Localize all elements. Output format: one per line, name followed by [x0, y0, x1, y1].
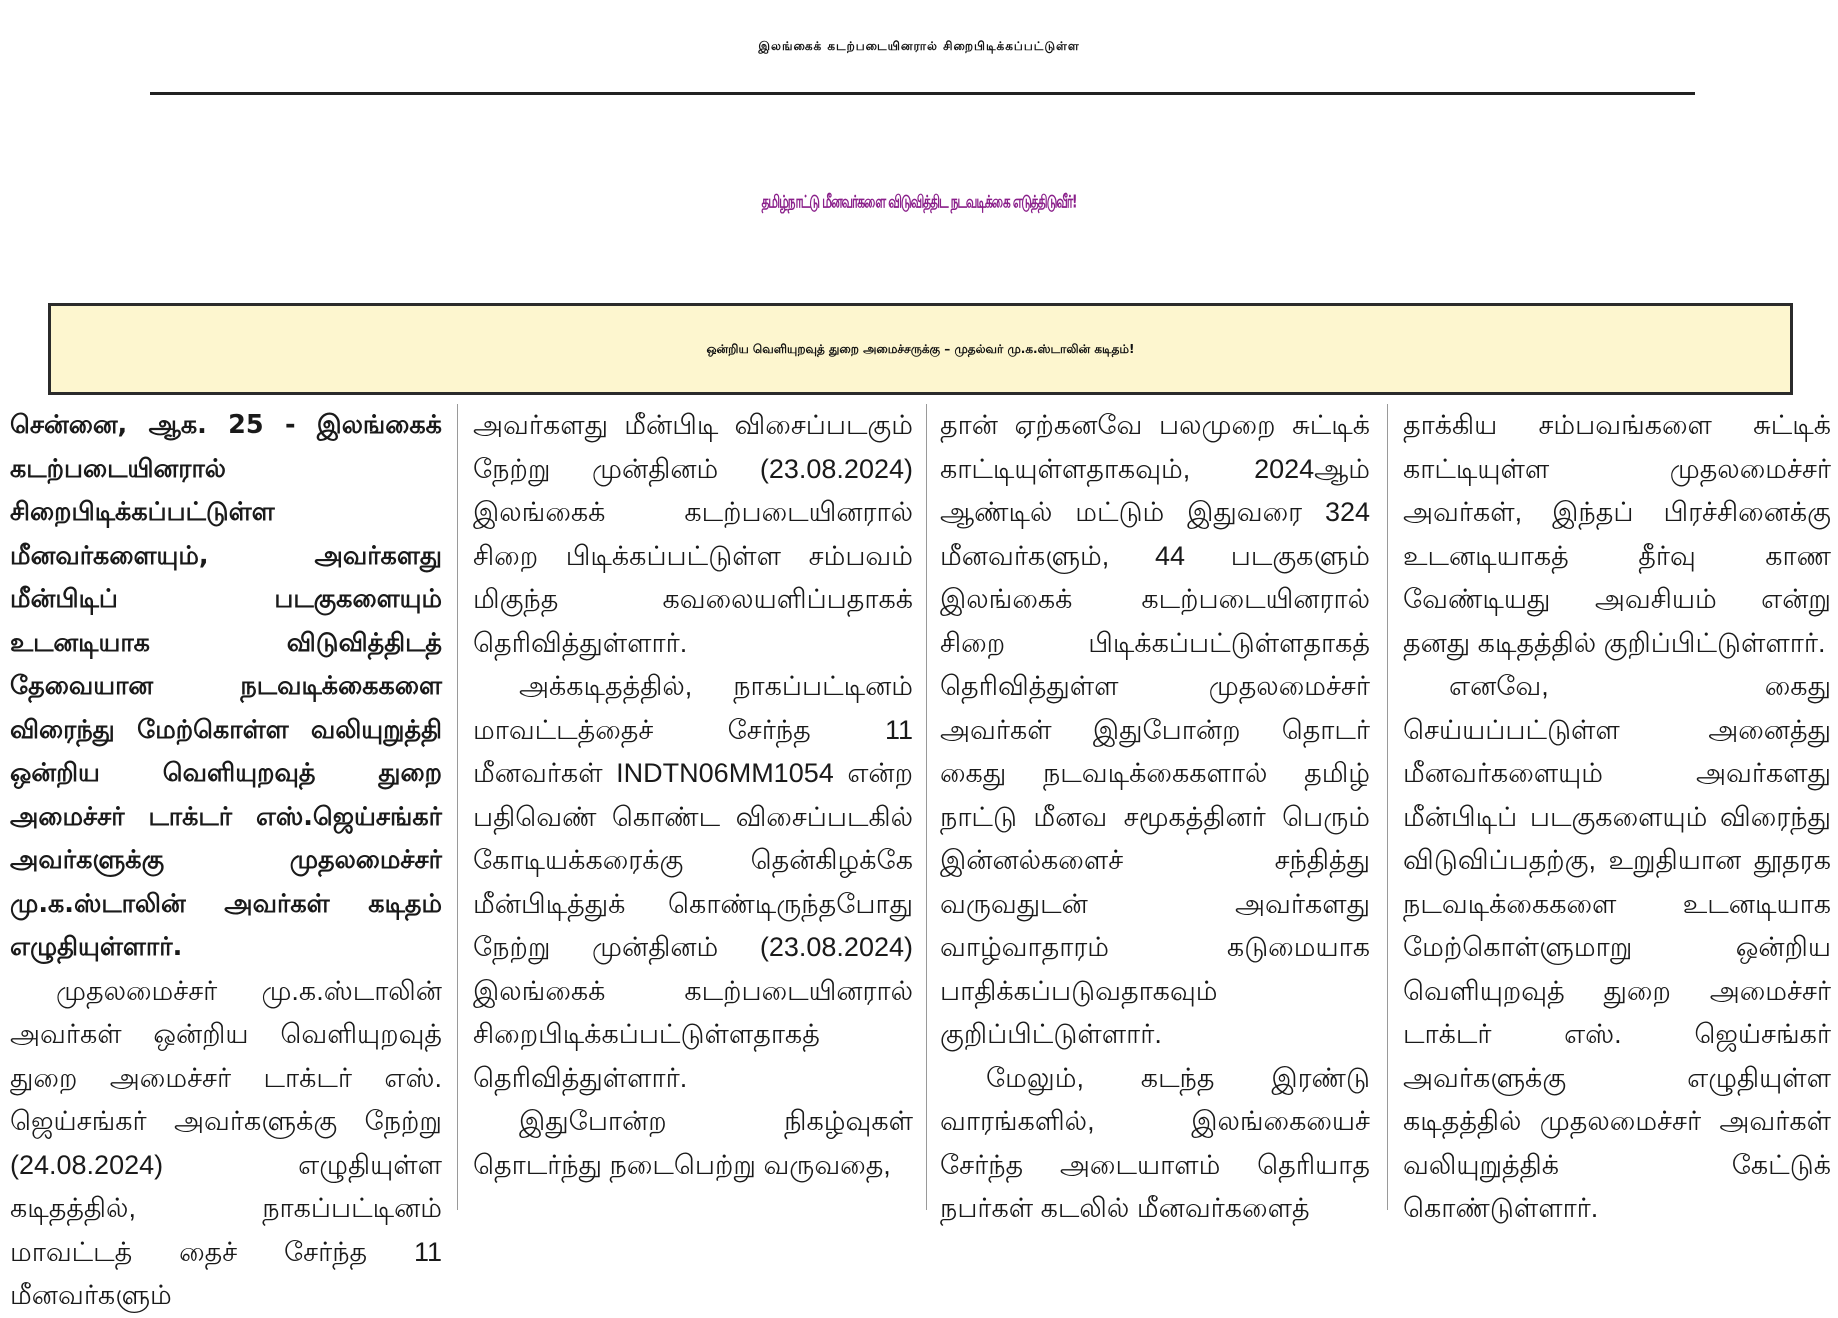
article-body [0, 404, 1838, 1310]
column-4 [1403, 404, 1831, 1223]
body-paragraph: தான் ஏற்கனவே பலமுறை சுட்டிக் காட்டியுள்ளதாகவும், 2024ஆம் ஆண்டில் மட்டும் இதுவரை 324 மீனவர்களும், 44 படகுகளும் இலங்கைக் கடற்படையினரால் சிறை பிடிக்கப்பட்டுள்ளதாகத் தெரிவித்துள்ள முதலமைச்சர் அவர்கள் இதுபோன்ற தொடர் கைது நடவடிக்கைகளால் தமிழ் நாட்டு மீனவ சமூகத்தினர் பெரும் இன்னல்களைச் சந்தித்து வருவதுடன் அவர்களது வாழ்வாதாரம் கடுமையாக பாதிக்கப்படுவதாகவும் குறிப்பிட்டுள்ளார். [940, 410, 1370, 1049]
body-paragraph: தாக்கிய சம்பவங்களை சுட்டிக் காட்டியுள்ள முதலமைச்சர் அவர்கள், இந்தப் பிரச்சினைக்கு உடனடியாகத் தீர்வு காண வேண்டியது அவசியம் என்று தனது கடிதத்தில் குறிப்பிட்டுள்ளார். [1403, 410, 1831, 658]
column-1 [10, 404, 442, 1310]
body-paragraph: அவர்களது மீன்பிடி விசைப்படகும் நேற்று முன்தினம் (23.08.2024) இலங்கைக் கடற்படையினரால் சிறை பிடிக்கப்பட்டுள்ள சம்பவம் மிகுந்த கவலையளிப்பதாகக் தெரிவித்துள்ளார். [473, 410, 913, 658]
column-divider [1387, 404, 1388, 1210]
dateline: சென்னை, ஆக. 25 - [10, 410, 296, 440]
column-2 [473, 404, 913, 1210]
main-headline: தமிழ்நாட்டு மீனவர்களை விடுவித்திட நடவடிக்கை எடுத்திடுவீர்! [761, 191, 1077, 212]
body-paragraph: முதலமைச்சர் மு.க.ஸ்டாலின் அவர்கள் ஒன்றிய வெளியுறவுத் துறை அமைச்சர் டாக்டர் எஸ். ஜெய்சங்கர் அவர்களுக்கு நேற்று (24.08.2024) எழுதியுள்ள கடிதத்தில், நாகப்பட்டினம் மாவட்டத் தைச் சேர்ந்த 11 மீனவர்களும் [10, 975, 442, 1310]
body-paragraph: இதுபோன்ற நிகழ்வுகள் தொடர்ந்து நடைபெற்று வருவதை, [473, 1106, 913, 1180]
lead-text: இலங்கைக் கடற்படையினரால் சிறைபிடிக்கப்பட்டுள்ள மீனவர்களையும், அவர்களது மீன்பிடிப் படகுகளையும் உடனடியாக விடுவித்திடத் தேவையான நடவடிக்கைகளை விரைந்து மேற்கொள்ள வலியுறுத்தி ஒன்றிய வெளியுறவுத் துறை அமைச்சர் டாக்டர் எஸ்.ஜெய்சங்கர் அவர்களுக்கு முதலமைச்சர் மு.க.ஸ்டாலின் அவர்கள் கடிதம் எழுதியுள்ளார். [10, 410, 442, 962]
body-paragraph: எனவே, கைது செய்யப்பட்டுள்ள அனைத்து மீனவர்களையும் அவர்களது மீன்பிடிப் படகுகளையும் விரைந்து விடுவிப்பதற்கு, உறுதியான தூதரக நடவடிக்கைகளை உடனடியாக மேற்கொள்ளுமாறு ஒன்றிய வெளியுறவுத் துறை அமைச்சர் டாக்டர் எஸ். ஜெய்சங்கர் அவர்களுக்கு எழுதியுள்ள கடிதத்தில் முதலமைச்சர் அவர்கள் வலியுறுத்திக் கேட்டுக் கொண்டுள்ளார். [1403, 671, 1831, 1223]
column-divider [926, 404, 927, 1210]
lead-paragraph [10, 404, 442, 970]
body-paragraph: அக்கடிதத்தில், நாகப்பட்டினம் மாவட்டத்தைச் சேர்ந்த 11 மீனவர்கள் INDTN06MM1054 என்ற பதிவெண் கொண்ட விசைப்படகில் கோடியக்கரைக்கு தென்கிழக்கே மீன்பிடித்துக் கொண்டிருந்தபோது நேற்று முன்தினம் (23.08.2024) இலங்கைக் கடற்படையினரால் சிறைபிடிக்கப்பட்டுள்ளதாகத் தெரிவித்துள்ளார். [473, 671, 913, 1093]
kicker-headline: இலங்கைக் கடற்படையினரால் சிறைபிடிக்கப்பட்டுள்ள [758, 39, 1080, 53]
body-paragraph: மேலும், கடந்த இரண்டு வாரங்களில், இலங்கையைச் சேர்ந்த அடையாளம் தெரியாத நபர்கள் கடலில் மீனவர்களைத் [940, 1062, 1370, 1223]
subheadline: ஒன்றிய வெளியுறவுத் துறை அமைச்சருக்கு – முதல்வர் மு.க.ஸ்டாலின் கடிதம்! [706, 342, 1135, 356]
column-divider [457, 404, 458, 1210]
column-3 [940, 404, 1370, 1223]
subheadline-box [48, 303, 1793, 395]
